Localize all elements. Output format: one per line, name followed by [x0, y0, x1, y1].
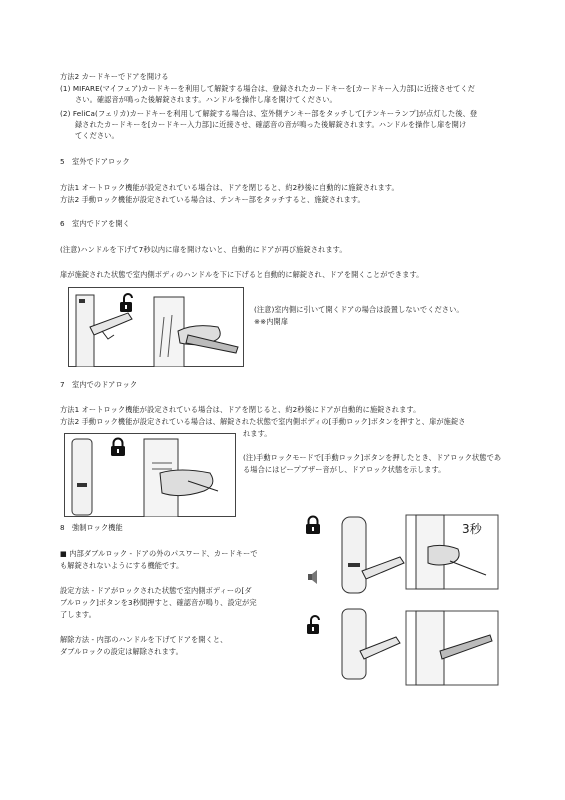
paragraph-line: 録されたカードキーを[カードキー入力部]に近接させ、確認音の音が鳴った後解錠されます。ハンドルを操作し扉を開け: [75, 120, 467, 129]
locked-padlock-icon: [110, 437, 126, 457]
figure-note: (注意)室内側に引いて開くドアの場合は設置しないでください。: [254, 305, 464, 314]
paragraph-line: 了します。: [60, 610, 96, 619]
paragraph-line: 設定方法 - ドアがロックされた状態で室内側ボディーの[ダ: [60, 586, 252, 595]
note-line: (注意)ハンドルを下げて7秒以内に扉を開けないと、自動的にドアが再び施錠されます。: [60, 245, 347, 254]
paragraph-line: 方法2 手動ロック機能が設定されている場合は、解錠された状態で室内側ボディの[手動ロック]ボタンを押すと、扉が施錠さ: [60, 417, 466, 426]
paragraph-line: てください。: [75, 131, 119, 140]
bullet-line: ■ 内部ダブルロック - ドアの外のパスワード、カードキーで: [60, 549, 258, 558]
figure-manual-lock: [64, 433, 236, 517]
section-heading: 方法2 カードキーでドアを開ける: [60, 72, 169, 81]
paragraph-line: 方法2 手動ロック機能が設定されている場合は、テンキー部をタッチすると、施錠されます。: [60, 195, 365, 204]
figure-note: ※※内開扉: [254, 317, 289, 326]
section-heading: 5 室外でドアロック: [60, 157, 130, 166]
figure-double-lock: [300, 511, 500, 686]
paragraph-line: (1) MIFARE(マイフェア)カードキーを利用して解錠する場合は、登録されたカードキーを[カードキー入力部]に近接させてくだ: [60, 84, 475, 93]
paragraph-line: 解除方法 - 内部のハンドルを下げてドアを開くと、: [60, 635, 228, 644]
section-heading: 8 強制ロック機能: [60, 523, 123, 532]
paragraph-line: ダブルロックの設定は解除されます。: [60, 647, 183, 656]
paragraph-line: ブルロック]ボタンを3秒間押すと、確認音が鳴り、設定が完: [60, 598, 257, 607]
bullet-line: も解錠されないようにする機能です。: [60, 561, 184, 570]
paragraph-line: (2) FeliCa(フェリカ)カードキーを利用して解錠する場合は、室外側テンキー部をタッチして[テンキーランプ]が点灯した後、登: [60, 109, 478, 118]
figure-indoor-handle: [68, 287, 244, 367]
unlocked-padlock-icon: [306, 615, 324, 635]
paragraph-line: さい。確認音が鳴った後解錠されます。ハンドルを操作し扉を開けてください。: [75, 95, 337, 104]
figure-note: (注)手動ロックモードで[手動ロック]ボタンを押したとき、ドアロック状態であ: [243, 453, 502, 462]
locked-padlock-icon: [305, 515, 321, 535]
figure-note: る場合にはビープブザー音がし、ドアロック状態を示します。: [243, 465, 446, 474]
paragraph-line: れます。: [243, 429, 272, 438]
section-heading: 7 室内でのドアロック: [60, 380, 138, 389]
figure-label-3-seconds: 3秒: [462, 522, 482, 536]
paragraph-line: 扉が施錠された状態で室内側ボディのハンドルを下に下げると自動的に解錠され、ドアを開くことができます。: [60, 270, 424, 279]
speaker-icon: [306, 569, 322, 585]
section-heading: 6 室内でドアを開く: [60, 219, 130, 228]
paragraph-line: 方法1 オートロック機能が設定されている場合は、ドアを閉じると、約2秒後にドアが自動的に施錠されます。: [60, 405, 421, 414]
paragraph-line: 方法1 オートロック機能が設定されている場合は、ドアを閉じると、約2秒後に自動的に施錠されます。: [60, 183, 399, 192]
unlocked-padlock-icon: [119, 293, 137, 313]
